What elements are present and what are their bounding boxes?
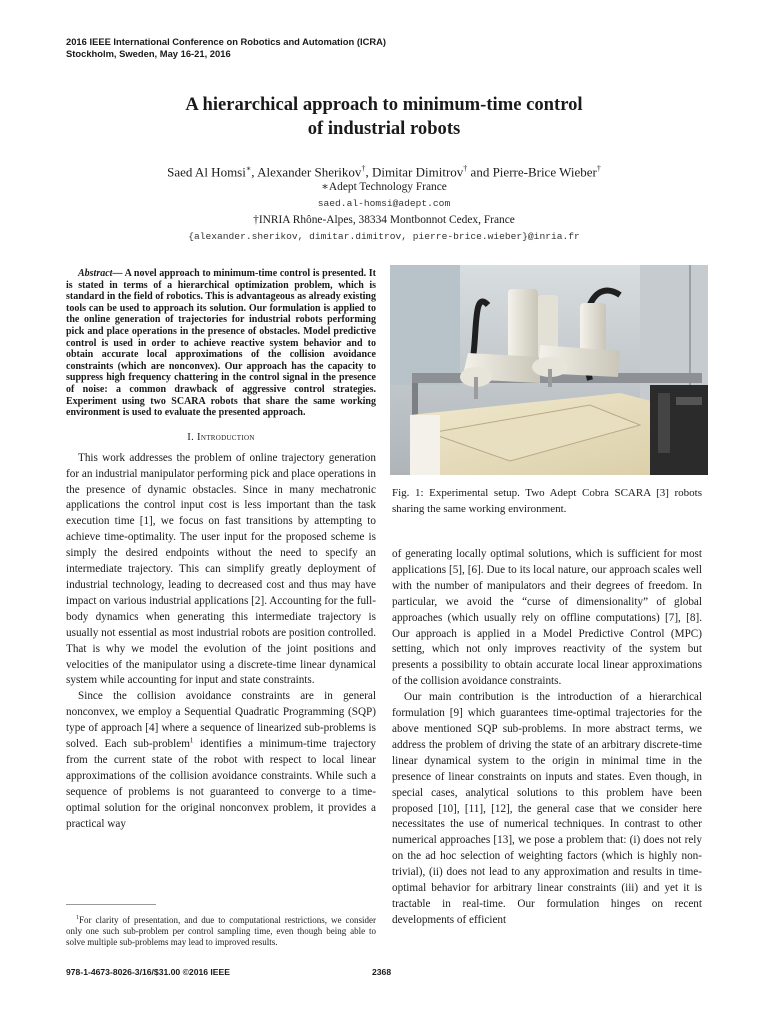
author-name: Saed Al Homsi [167,164,246,180]
section-heading-introduction [66,432,376,443]
section-title: Introduction [197,431,255,443]
footnote-ref[interactable]: 1 [189,736,194,745]
section-number: I. [187,431,198,443]
title-line-2: of industrial robots [307,118,461,139]
author-name: Dimitar Dimitrov [371,164,464,180]
right-column-figure [392,265,702,517]
paragraph-text: Since the collision avoidance constraints are in general nonconvex, we employ a Sequential Quadratic Programming (SQP) type of approach [4] where a sequence of linearized sub-problems is solved. Each sub-problem [66,690,376,751]
right-column-body [392,547,702,929]
page-number: 2368 [372,967,392,977]
title-line-1: A hierarchical approach to minimum-time control [185,94,583,115]
footer-isbn: 978-1-4673-8026-3/16/$31.00 ©2016 IEEE [66,967,231,977]
intro-paragraph-1: This work addresses the problem of online trajectory generation for an industrial manipulator performing pick and place operations in the presence of dynamic obstacles. Since in many mechatronic applications the control input cost is less important than the task execution time [1], we focus on fast transitions by attempting to achieve time-optimality. The user input for the proposed scheme is simply the desired endpoints without the need to specify an intermediate trajectory. This can simplify greatly deployment of industrial technology, leading to decreased cost and thus may have impact on various industrial applications [2]. Accounting for the full-body dynamics when generating this intermediate trajectory is usually not essential as most industrial robots are position controlled. That is why we model the evolution of the joint positions and velocities of the manipulator using a discrete-time linear dynamical system while accounting for input and state constraints. [66,451,376,687]
footnote-mark: 1 [76,915,79,921]
paragraph-text: identifies a minimum-time trajectory from the current state of the robot with respect to local linear approximations of the collision avoidance constraints. While such a sequence of problems is not guaranteed to converge to a time-optimal solution for the original nonconvex problem, it provides a practical way [66,738,376,830]
intro-paragraph-2 [66,689,376,832]
conference-name: 2016 IEEE International Conference on Robotics and Automation (ICRA) [66,36,386,47]
figure-caption: Fig. 1: Experimental setup. Two Adept Cobra SCARA [3] robots sharing the same working environment. [392,487,702,515]
photo-two-scara-robots-icon [390,265,708,475]
left-column [66,268,376,832]
author-mark: † [361,164,366,173]
author-mark: † [596,164,601,173]
affiliation-adept: ∗Adept Technology France [321,181,447,194]
email-adept: saed.al-homsi@adept.com [317,198,451,210]
abstract-dash: — [112,268,125,279]
footnote-rule [66,904,156,905]
author-name: Pierre-Brice Wieber [492,164,597,180]
author-list [60,161,708,180]
author-mark: † [463,164,468,173]
affiliation-inria: †INRIA Rhône-Alpes, 38334 Montbonnot Cedex, France [253,214,515,227]
abstract-text: A novel approach to minimum-time control is presented. It is stated in terms of a hierarchical optimization problem, which is standard in the field of robotics. This is advantageous as already existing tools can be used to approach its solution. Our formulation is applied to the online generation of trajectories for industrial robots performing pick and place operations in the presence of obstacles. Model predictive control is used in order to achieve reactive system behavior and to obtain accurate local approximations of the collision avoidance constraints (which are nonconvex). Our approach has the capacity to suppress high frequency chattering in the control signal in the presence of noise: a common drawback of aggressive control strategies. Experiment using two SCARA robots that share the same working environment is used to evaluate the presented approach. [66,268,377,419]
conference-location: Stockholm, Sweden, May 16-21, 2016 [66,48,231,59]
paper-title [60,93,708,141]
abstract [66,268,376,419]
author-separator: , [365,164,372,180]
author-block [60,161,708,243]
author-separator: and [467,164,493,180]
right-paragraph-1: of generating locally optimal solutions, which is sufficient for most applications [5], [6]. Due to its local nature, our approach scales well with the number of manipulators and their degrees of freedom. In particular, we avoid the “curse of dimensionality” of global approaches (which usually rely on offline computations) [7], [8]. Our approach is applied in a Model Predictive Control (MPC) setting, which not only improves reactivity of the system but presents a possibility to obtain accurate local linear approximations of the collision avoidance constraints. [392,548,702,688]
author-mark: ∗ [245,164,252,173]
abstract-heading: Abstract [78,268,113,279]
footnote-text: For clarity of presentation, and due to computational restrictions, we consider only one such sub-problem per control sampling time, even though being able to solve multiple sub-problems may lead to improved results. [66,915,376,947]
email-inria: {alexander.sherikov, dimitar.dimitrov, pierre-brice.wieber}@inria.fr [188,231,580,243]
author-separator: , [251,164,258,180]
right-paragraph-2: Our main contribution is the introduction of a hierarchical formulation [9] which guarantees time-optimal trajectories for the above mentioned SQP sub-problems. In more abstract terms, we address the problem of driving the state of an arbitrary discrete-time linear dynamical system to the origin in minimal time in the presence of linear constraints on inputs and states. Even though, in special cases, analytical solutions to this problem have been proposed [10], [11], [12], the general case that we consider here necessitates the use of numerical techniques. In contrast to other numerical approaches [13], we pose a problem that: (i) does not rely on the ad hoc selection of weighting factors (which is highly non-trivial), (ii) does not lead to any approximation and results in time-optimal behavior for arbitrary linear constraints (iii) and yet it is tractable in real-time. Our formulation hinges on recent developments of efficient [392,691,702,926]
conference-header [66,36,386,60]
footnote [66,913,376,948]
author-name: Alexander Sherikov [257,164,362,180]
